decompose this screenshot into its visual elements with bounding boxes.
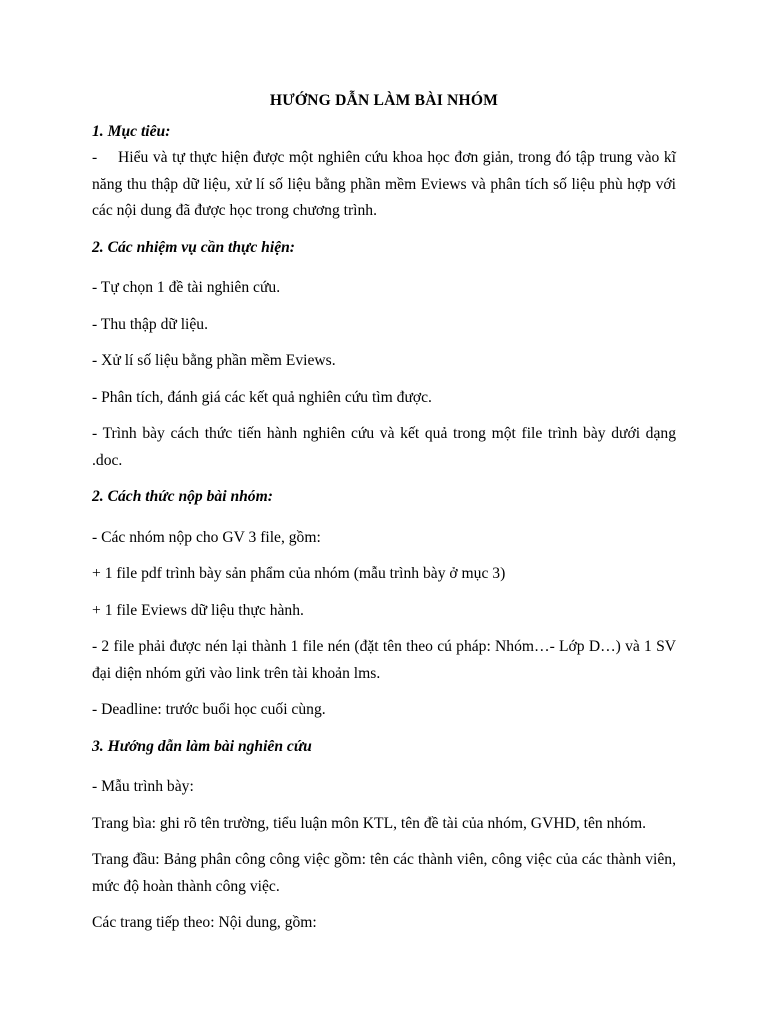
list-item: - Thu thập dữ liệu. xyxy=(92,315,209,333)
list-item: + 1 file pdf trình bày sản phẩm của nhóm (mẫu trình bày ở mục 3) xyxy=(92,565,506,582)
list-item: - Tự chọn 1 đề tài nghiên cứu. xyxy=(92,279,281,296)
guide-list xyxy=(92,774,676,937)
objectives-dash: - xyxy=(92,149,98,166)
section-heading-submission: 2. Cách thức nộp bài nhóm: xyxy=(92,488,273,505)
list-item: Trang bìa: ghi rõ tên trường, tiểu luận môn KTL, tên đề tài của nhóm, GVHD, tên nhóm. xyxy=(92,814,647,832)
list-item: - Các nhóm nộp cho GV 3 file, gồm: xyxy=(92,528,321,546)
list-item: Các trang tiếp theo: Nội dung, gồm: xyxy=(92,914,317,931)
section-heading-tasks: 2. Các nhiệm vụ cần thực hiện: xyxy=(92,238,295,256)
list-item: - Trình bày cách thức tiến hành nghiên cứu và kết quả trong một file trình bày dưới dạng .doc. xyxy=(92,425,676,469)
objectives-text: Hiểu và tự thực hiện được một nghiên cứu khoa học đơn giản, trong đó tập trung vào kĩ năng thu thập dữ liệu, xử lí số liệu bằng phần mềm Eviews và phân tích số liệu phù hợp với các nội dung đã được học trong chương trình. xyxy=(92,149,676,219)
list-item: + 1 file Eviews dữ liệu thực hành. xyxy=(92,601,304,619)
submission-list xyxy=(92,525,676,724)
document-title: HƯỚNG DẪN LÀM BÀI NHÓM xyxy=(269,92,499,109)
list-item: - Deadline: trước buổi học cuối cùng. xyxy=(92,701,326,718)
section-heading-objectives: 1. Mục tiêu: xyxy=(92,122,171,140)
tasks-list xyxy=(92,275,676,474)
list-item: - Xử lí số liệu bằng phần mềm Eviews. xyxy=(92,352,336,369)
list-item: - Phân tích, đánh giá các kết quả nghiên cứu tìm được. xyxy=(92,388,432,406)
list-item: - 2 file phải được nén lại thành 1 file nén (đặt tên theo cú pháp: Nhóm…- Lớp D…) và 1 SV đại diện nhóm gửi vào link trên tài khoản lms. xyxy=(92,638,676,682)
document-body xyxy=(92,88,676,937)
section-heading-guide: 3. Hướng dẫn làm bài nghiên cứu xyxy=(92,737,312,755)
list-item: Trang đầu: Bảng phân công công việc gồm: tên các thành viên, công việc của các thành viên, mức độ hoàn thành công việc. xyxy=(92,851,676,895)
objectives-paragraph xyxy=(92,145,676,225)
list-item: - Mẫu trình bày: xyxy=(92,778,194,795)
